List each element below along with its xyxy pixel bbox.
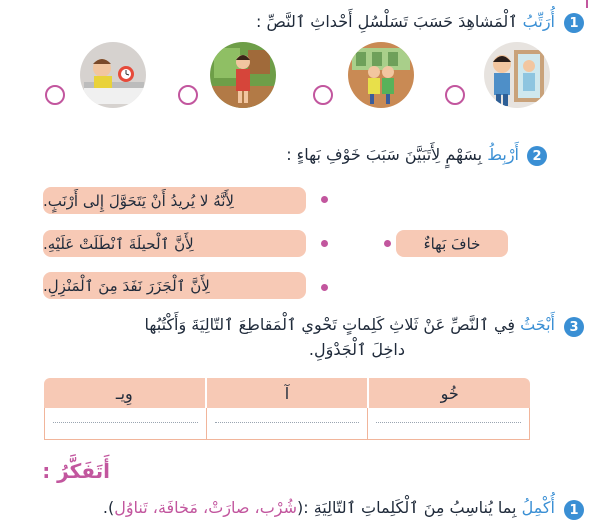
- section-title: أَتَفَكَّرُ :: [42, 459, 110, 483]
- scene-boy-mirror-image: [484, 42, 550, 108]
- table-column-header: آ: [205, 378, 368, 408]
- question-number-3: 3: [564, 317, 584, 337]
- question-2-text: [286, 145, 519, 164]
- question-4-text: [103, 498, 555, 517]
- question-number-4: 1: [564, 500, 584, 520]
- question-2-verb: أَرْبِطُ: [487, 145, 519, 164]
- question-3-text-line1: [145, 315, 555, 334]
- match-dot-left[interactable]: [384, 240, 391, 247]
- order-circle-3[interactable]: [178, 85, 198, 105]
- question-3-instruction: فِي ٱلنَّصِّ عَنْ ثَلاثِ كَلِماتٍ تَحْوي ٱلْمَقاطِعَ ٱلتّالِيَةَ وَأَكْتُبُها: [144, 315, 521, 334]
- scene-boy-bed-alarm-image: [80, 42, 146, 108]
- order-circle-2[interactable]: [313, 85, 333, 105]
- question-number-2: 2: [527, 146, 547, 166]
- question-4-instruction: بِما يُناسِبُ مِنَ ٱلْكَلِماتِ ٱلتّالِيَةِ :(: [297, 498, 522, 517]
- question-1-text: [256, 12, 555, 31]
- order-circle-1[interactable]: [445, 85, 465, 105]
- order-circle-4[interactable]: [45, 85, 65, 105]
- question-1-instruction: ٱلْمَشاهِدَ حَسَبَ تَسَلْسُلِ أَحْداثِ ٱلنَّصِّ :: [256, 12, 523, 31]
- question-number-1: 1: [564, 13, 584, 33]
- answer-cell[interactable]: [206, 408, 368, 439]
- page-edge-mark: [586, 0, 588, 8]
- reason-box-1: لِأَنَّهُ لا يُريدُ أَنْ يَتَحَوَّلَ إِلى أَرْنَبٍ.: [43, 187, 306, 214]
- scene-woman-kitchen-image: [210, 42, 276, 108]
- match-dot-right[interactable]: [321, 284, 328, 291]
- table-column-header: وِيـ: [115, 383, 133, 403]
- question-4-close: ).: [102, 498, 115, 517]
- syllable-table-header: [44, 378, 530, 408]
- match-dot-right[interactable]: [321, 240, 328, 247]
- question-2-instruction: بِسَهْمٍ لِأَتَبَيَّنَ سَبَبَ خَوْفِ بَهاءٍ :: [286, 145, 488, 164]
- question-1-verb: أُرَتِّبُ: [522, 12, 555, 31]
- reason-box-2: لِأَنَّ ٱلْحيلَةَ ٱنْطَلَتْ عَلَيْهِ.: [43, 230, 306, 257]
- syllable-table-body: [44, 408, 530, 440]
- reason-box-3: لِأَنَّ ٱلْجَزَرَ نَفَدَ مِنَ ٱلْمَنْزِلِ.: [43, 272, 306, 299]
- question-3-text-line2: داخِلَ ٱلْجَدْوَلِ.: [308, 340, 405, 359]
- question-4-word-list: شُرْب، صارَتْ، مَخافَة، تَناوُل: [114, 498, 297, 517]
- question-3-verb: أَبْحَثُ: [520, 315, 555, 334]
- answer-cell[interactable]: [367, 408, 529, 439]
- subject-box: خافَ بَهاءٌ: [396, 230, 508, 257]
- question-4-verb: أُكْمِلُ: [521, 498, 555, 517]
- table-column-header: خُو: [367, 378, 530, 408]
- match-dot-right[interactable]: [321, 196, 328, 203]
- answer-cell[interactable]: [45, 408, 206, 439]
- scene-two-boys-image: [348, 42, 414, 108]
